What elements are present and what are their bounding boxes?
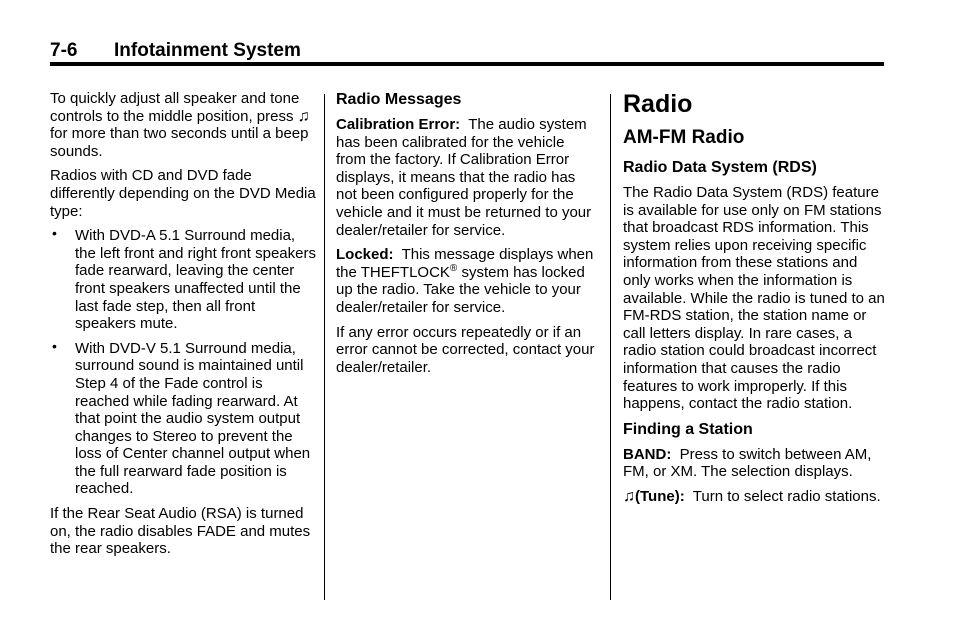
header-rule (50, 62, 884, 66)
calibration-error-paragraph: Calibration Error: The audio system has been calibrated for the vehicle from the factory. If Calibration Error displays, it means that the radio has not been configured properly for the vehicle and it must be returned to your dealer/retailer for service. (336, 116, 592, 239)
column-2 (336, 90, 596, 383)
fade-bullet-list (50, 227, 318, 498)
registered-mark: ® (449, 262, 458, 274)
tune-label: (Tune): (635, 487, 685, 505)
rsa-paragraph: If the Rear Seat Audio (RSA) is turned on, the radio disables FADE and mutes the rear speakers. (50, 505, 311, 558)
bullet-icon: • (52, 225, 57, 242)
band-label: BAND: (623, 445, 672, 463)
music-note-icon: ♫ (623, 487, 635, 505)
tune-paragraph: ♫(Tune): Turn to select radio stations. (623, 487, 881, 505)
rds-heading: Radio Data System (RDS) (623, 159, 817, 176)
rds-paragraph: The Radio Data System (RDS) feature is available for use only on FM stations that broadcast RDS information. This system relies upon receiving specific information from these stations and only works when the information is available. While the radio is tuned to an FM-RDS station, the station name or call letters display. In rare cases, a radio station could broadcast incorrect information that causes the radio features to work improperly. If this happens, contact the radio station. (623, 184, 885, 413)
bullet-icon: • (52, 337, 57, 354)
page-header (50, 38, 884, 66)
column-1 (50, 90, 318, 565)
music-note-icon: ♫ (297, 107, 310, 125)
error-paragraph: If any error occurs repeatedly or if an error cannot be corrected, contact your dealer/retailer. (336, 323, 595, 376)
locked-label: Locked: (336, 246, 394, 264)
fade-intro-paragraph: Radios with CD and DVD fade differently depending on the DVD Media type: (50, 167, 316, 220)
column-3 (623, 90, 885, 513)
column-divider-1 (324, 94, 325, 600)
radio-messages-heading: Radio Messages (336, 91, 462, 108)
column-divider-2 (610, 94, 611, 600)
band-paragraph: BAND: Press to switch between AM, FM, or XM. The selection displays. (623, 445, 872, 481)
calibration-error-label: Calibration Error: (336, 116, 461, 133)
section-title: Infotainment System (114, 40, 301, 61)
list-item: • With DVD-A 5.1 Surround media, the left front and right front speakers fade rearward, leaving the center front speakers unaffected until the last fade step, then all front speakers mute. (52, 225, 316, 333)
list-item: • With DVD-V 5.1 Surround media, surround sound is maintained until Step 4 of the Fade control is reached while fading rearward. At that point the audio system output changes to Stereo to prevent the loss of Center channel output when the full rearward fade position is reached. (52, 337, 311, 498)
finding-station-heading: Finding a Station (623, 420, 753, 438)
locked-paragraph: Locked: This message displays when the THEFTLOCK® system has locked up the radio. Take the vehicle to your dealer/retailer for service. (336, 246, 594, 316)
speaker-adjust-paragraph: To quickly adjust all speaker and tone controls to the middle position, press ♫ for more than two seconds until a beep sounds. (50, 90, 310, 160)
page-number: 7-6 (50, 40, 78, 61)
radio-title: Radio (623, 90, 693, 118)
am-fm-radio-subtitle: AM-FM Radio (623, 127, 745, 148)
